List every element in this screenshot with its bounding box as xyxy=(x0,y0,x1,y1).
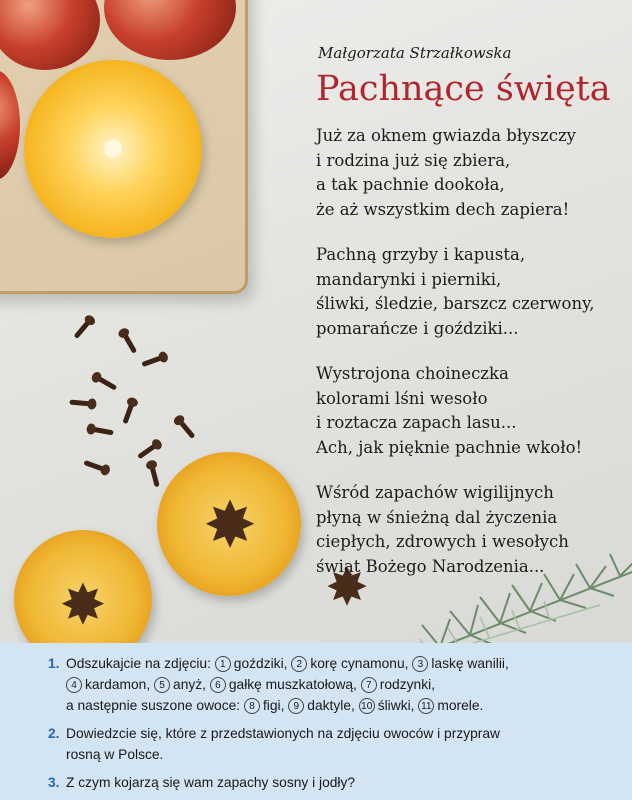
poem-line: mandarynki i pierniki, xyxy=(316,269,502,289)
poem-stanza xyxy=(316,362,616,460)
exercise-panel xyxy=(0,643,632,800)
poem-line: że aż wszystkim dech zapiera! xyxy=(316,199,570,219)
poem-line: pomarańcze i goździki... xyxy=(316,318,519,338)
clove-icon xyxy=(149,465,160,488)
poem-line: śliwki, śledzie, barszcz czerwony, xyxy=(316,294,595,313)
item-label: daktyle, xyxy=(307,698,355,713)
poem-stanza xyxy=(316,481,616,579)
item-label: kardamon, xyxy=(85,677,151,692)
item-label: goździki, xyxy=(233,656,288,671)
clove-icon xyxy=(178,419,196,439)
clove-icon xyxy=(91,427,114,436)
clove-icon xyxy=(122,332,137,354)
poem-line: Już za oknem gwiazda błyszczy xyxy=(316,126,576,145)
poem-line: kolorami lśni wesoło xyxy=(316,388,488,408)
item-label: laskę wanilii, xyxy=(431,656,509,671)
task-intro: a następnie suszone owoce: xyxy=(66,698,241,713)
star-anise-icon: ✸ xyxy=(59,573,107,638)
task-line: rosną w Polsce. xyxy=(66,747,164,762)
item-label: anyż, xyxy=(173,677,207,692)
item-number-badge: 5 xyxy=(154,677,170,693)
poem-line: płyną w śnieżną dal życzenia xyxy=(316,507,558,527)
item-number-badge: 1 xyxy=(215,656,231,672)
item-number-badge: 11 xyxy=(418,698,434,714)
poem-line: Wśród zapachów wigilijnych xyxy=(316,483,554,502)
item-label: korę cynamonu, xyxy=(310,656,409,671)
item-number-badge: 3 xyxy=(412,656,428,672)
task-line xyxy=(66,695,616,716)
orange-half-icon xyxy=(24,60,202,238)
clove-icon xyxy=(141,355,163,367)
poem-author: Małgorzata Strzałkowska xyxy=(318,44,512,62)
task-number: 1. xyxy=(48,656,60,671)
item-number-badge: 4 xyxy=(66,677,82,693)
task-text xyxy=(66,723,616,765)
task-text xyxy=(66,772,616,793)
item-label: rodzynki, xyxy=(379,677,435,692)
poem-line: Ach, jak pięknie pachnie wkoło! xyxy=(316,437,583,457)
poem-line: ciepłych, zdrowych i wesołych xyxy=(316,532,569,551)
task-line xyxy=(66,674,616,695)
task-intro: Odszukajcie na zdjęciu: xyxy=(66,656,211,671)
poem-line: świąt Bożego Narodzenia... xyxy=(316,556,545,576)
clove-icon xyxy=(74,319,92,339)
poem-stanza xyxy=(316,124,616,222)
item-number-badge: 7 xyxy=(361,677,377,693)
item-number-badge: 6 xyxy=(210,677,226,693)
task-line xyxy=(66,653,616,674)
item-number-badge: 8 xyxy=(244,698,260,714)
item-label: morele. xyxy=(437,698,484,713)
item-number-badge: 10 xyxy=(359,698,375,714)
poem-stanza xyxy=(316,243,616,341)
item-label: figi, xyxy=(262,698,285,713)
task-number: 3. xyxy=(48,775,60,790)
poem xyxy=(316,44,616,600)
item-label: gałkę muszkatołową, xyxy=(228,677,357,692)
poem-line: Wystrojona choineczka xyxy=(316,364,509,383)
task-text xyxy=(66,653,616,716)
item-number-badge: 9 xyxy=(288,698,304,714)
clove-icon xyxy=(69,400,91,407)
poem-line: Pachną grzyby i kapusta, xyxy=(316,245,526,264)
task-number: 2. xyxy=(48,726,60,741)
star-anise-icon: ✸ xyxy=(203,489,257,563)
poem-title: Pachnące święta xyxy=(316,69,611,109)
item-number-badge: 2 xyxy=(291,656,307,672)
clove-icon xyxy=(96,375,118,390)
task-line: Z czym kojarzą się wam zapachy sosny i jodły? xyxy=(66,775,356,790)
poem-line: i roztacza zapach lasu... xyxy=(316,413,517,432)
clove-icon xyxy=(83,460,105,472)
item-label: śliwki, xyxy=(377,698,415,713)
poem-line: i rodzina już się zbiera, xyxy=(316,150,511,170)
star-anise-icon: ✸ xyxy=(325,558,369,618)
task-line: Dowiedzcie się, które z przedstawionych na zdjęciu owoców i przypraw xyxy=(66,726,501,741)
clove-icon xyxy=(137,443,158,460)
clove-icon xyxy=(122,402,134,424)
poem-line: a tak pachnie dookoła, xyxy=(316,175,505,194)
